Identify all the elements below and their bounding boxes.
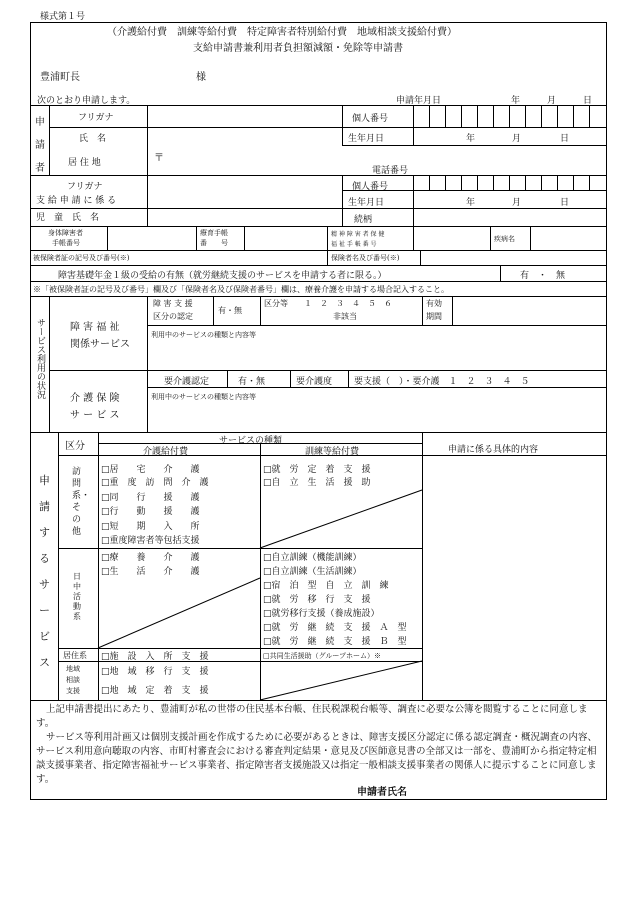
service-item-doko-engo[interactable]: □同 行 援 護 <box>101 493 200 503</box>
physical-handbook-label-2: 手帳番号 <box>52 239 80 247</box>
applicant-name-label: 氏 名 <box>79 134 107 144</box>
child-birth-label: 生年月日 <box>348 198 385 208</box>
service-item-chiiki-iko[interactable]: □地 域 移 行 支 援 <box>101 667 209 677</box>
ltc-cert-label: 要介護認定 <box>164 377 210 387</box>
service-item-shuro-iko[interactable]: □就 労 移 行 支 援 <box>263 595 371 605</box>
child-personal-no-label: 個人番号 <box>352 182 389 192</box>
service-item-group-home[interactable]: □共同生活援助（グループホーム）※ <box>263 652 382 660</box>
kaigo-header: 介護給付費 <box>143 447 189 457</box>
service-item-shuro-keizoku-a[interactable]: □就 労 継 続 支 援 Ａ 型 <box>263 623 407 633</box>
kunren-header: 訓練等給付費 <box>305 447 360 457</box>
insured-no-label: 被保険者証の記号及び番号(※) <box>33 254 130 262</box>
service-item-seikatsu-kunren[interactable]: □自立訓練（生活訓練） <box>263 567 362 577</box>
service-item-kodo-engo[interactable]: □行 動 援 護 <box>101 507 200 517</box>
usage-side-label: サービス利用の状況 <box>35 318 45 399</box>
applicant-birth-day: 日 <box>560 134 570 144</box>
services-side-label: 申請するサービス <box>39 474 50 669</box>
physical-handbook-label-1: 身体障害者 <box>48 229 83 237</box>
service-item-shuro-keizoku-b[interactable]: □就 労 継 続 支 援 Ｂ 型 <box>263 637 407 647</box>
insured-note: ※「被保険者証の記号及び番号」欄及び「保険者名及び保険者番号」欄は、療養介護を申請する場合記入すること。 <box>33 285 449 294</box>
mental-handbook-label-2: 福 祉 手 帳 番 号 <box>331 241 377 248</box>
child-name-label-2: 児 童 氏 名 <box>36 213 100 223</box>
support-cert-label-1: 障 害 支 援 <box>153 299 193 308</box>
ltc-cert-yes-no: 有・無 <box>238 377 266 387</box>
kubun-numbers: １ ２ ３ ４ ５ ６ <box>304 299 392 308</box>
date-year-unit: 年 <box>511 96 521 106</box>
relation-label: 続柄 <box>354 215 373 225</box>
applicant-side-label: 申請者 <box>35 117 45 174</box>
child-birth-month: 月 <box>512 198 522 208</box>
pension-yes-no: 有 ・ 無 <box>520 271 566 281</box>
service-item-jiritsu-seikatsu[interactable]: □自 立 生 活 援 助 <box>263 478 371 488</box>
service-item-judo-homon[interactable]: □重 度 訪 問 介 護 <box>101 478 209 488</box>
applicant-birth-year: 年 <box>466 134 476 144</box>
child-name-label-1: 支 給 申 請 に 係 る <box>36 196 117 206</box>
support-cert-label-2: 区分の認定 <box>153 312 193 321</box>
service-item-judo-hokatsu[interactable]: □重度障害者等包括支援 <box>101 536 200 546</box>
insurer-label: 保険者名及び番号(※) <box>331 254 400 262</box>
ltc-degree-label: 要介護度 <box>296 377 333 387</box>
child-birth-day: 日 <box>560 198 570 208</box>
mental-handbook-label-1: 精 神 障 害 者 保 健 <box>331 231 385 238</box>
intro-text: 次のとおり申請します。 <box>37 96 136 106</box>
service-item-seikatsu-kaigo[interactable]: □生 活 介 護 <box>101 567 200 577</box>
service-item-shisetsu-nyusho[interactable]: □施 設 入 所 支 援 <box>101 652 209 662</box>
service-item-kyotaku-kaigo[interactable]: □居 宅 介 護 <box>101 465 200 475</box>
chiiki-category: 地域相談支援 <box>66 665 80 695</box>
service-item-chiiki-teichaku[interactable]: □地 域 定 着 支 援 <box>101 686 209 696</box>
ryoiku-handbook-label-1: 療育手帳 <box>200 229 228 237</box>
applicant-personal-no-label: 個人番号 <box>352 114 389 124</box>
kubun-label: 区分等 <box>264 299 288 308</box>
form-number: 様式第１号 <box>40 12 86 22</box>
child-birth-year: 年 <box>466 198 476 208</box>
applicant-furigana-label: フリガナ <box>78 113 114 123</box>
consent-paragraph-2: サービス等利用計画又は個別支援計画を作成するために必要があるときは、障害支援区分認定に係る認定調査・概況調査の内容、サービス利用意向聴取の内容、市町村審査会における審査判定結果・意見及び医師意見書の全部又は一部を、豊浦町から指定特定相談支援事業者、指定障害福祉サービス事業者、指定障害者支援施設又は指定一般相談支援事業者の関係人に提示することに同意します。 <box>36 732 598 785</box>
valid-period-label-1: 有効 <box>426 299 442 308</box>
service-item-ryoyo-kaigo[interactable]: □療 養 介 護 <box>101 553 200 563</box>
welfare-service-label-2: 関係サービス <box>70 339 130 350</box>
nicchu-category: 日中活動系 <box>73 572 81 621</box>
ltc-using-label: 利用中のサービスの種類と内容等 <box>151 393 256 401</box>
consent-paragraph-1: 上記申請書提出にあたり、豊浦町が私の世帯の住民基本台帳、住民税課税台帳等、調査に必要な公簿を閲覧することに同意します。 <box>36 704 588 729</box>
kubun-header: 区分 <box>65 441 85 452</box>
date-day-unit: 日 <box>583 96 593 106</box>
postal-mark: 〒 <box>154 153 164 164</box>
houmon-category: 訪問系・その他 <box>72 467 91 537</box>
hitaito-label: 非該当 <box>333 312 357 321</box>
mayor-label: 豊浦町長 <box>40 72 80 83</box>
content-header: 申請に係る具体的内容 <box>448 445 539 455</box>
welfare-service-label-1: 障 害 福 祉 <box>70 322 120 333</box>
application-date-label: 申請年月日 <box>396 96 442 106</box>
phone-label: 電話番号 <box>372 166 409 176</box>
applicant-birth-month: 月 <box>512 134 522 144</box>
service-item-shuro-iko-yosei[interactable]: □就労移行支援（養成施設） <box>263 609 380 619</box>
support-cert-yes-no: 有・無 <box>218 306 242 315</box>
ltc-service-label-1: 介 護 保 険 <box>70 393 120 404</box>
mayor-honorific: 様 <box>196 72 206 83</box>
applicant-address-label: 居 住 地 <box>68 158 101 168</box>
form-title-line2: 支給申請書兼利用者負担額減額・免除等申請書 <box>193 43 403 54</box>
ltc-service-label-2: サ ー ビ ス <box>70 410 120 421</box>
service-item-shukuhaku-jiritsu[interactable]: □宿 泊 型 自 立 訓 練 <box>263 581 389 591</box>
ltc-degree-values: 要支援（ ）・要介護 １ ２ ３ ４ ５ <box>354 377 530 387</box>
ryoiku-handbook-label-2: 番 号 <box>200 239 228 247</box>
child-furigana-label: フリガナ <box>67 182 103 192</box>
valid-period-label-2: 期間 <box>426 312 442 321</box>
service-types-header: サービスの種類 <box>219 436 283 446</box>
signature-label: 申請者氏名 <box>357 787 407 798</box>
service-item-shuro-teichaku[interactable]: □就 労 定 着 支 援 <box>263 465 371 475</box>
welfare-using-label: 利用中のサービスの種類と内容等 <box>151 331 256 339</box>
disease-label: 疾病名 <box>494 235 515 243</box>
service-item-tanki-nyusho[interactable]: □短 期 入 所 <box>101 522 200 532</box>
form-title-line1: （介護給付費 訓練等給付費 特定障害者特別給付費 地域相談支援給付費） <box>107 27 457 38</box>
pension-question: 障害基礎年金１級の受給の有無（就労継続支援のサービスを申請する者に限る。） <box>58 271 387 281</box>
kyoju-category: 居住系 <box>63 651 87 660</box>
service-item-kino-kunren[interactable]: □自立訓練（機能訓練） <box>263 553 362 563</box>
applicant-birth-label: 生年月日 <box>348 134 385 144</box>
date-month-unit: 月 <box>547 96 557 106</box>
